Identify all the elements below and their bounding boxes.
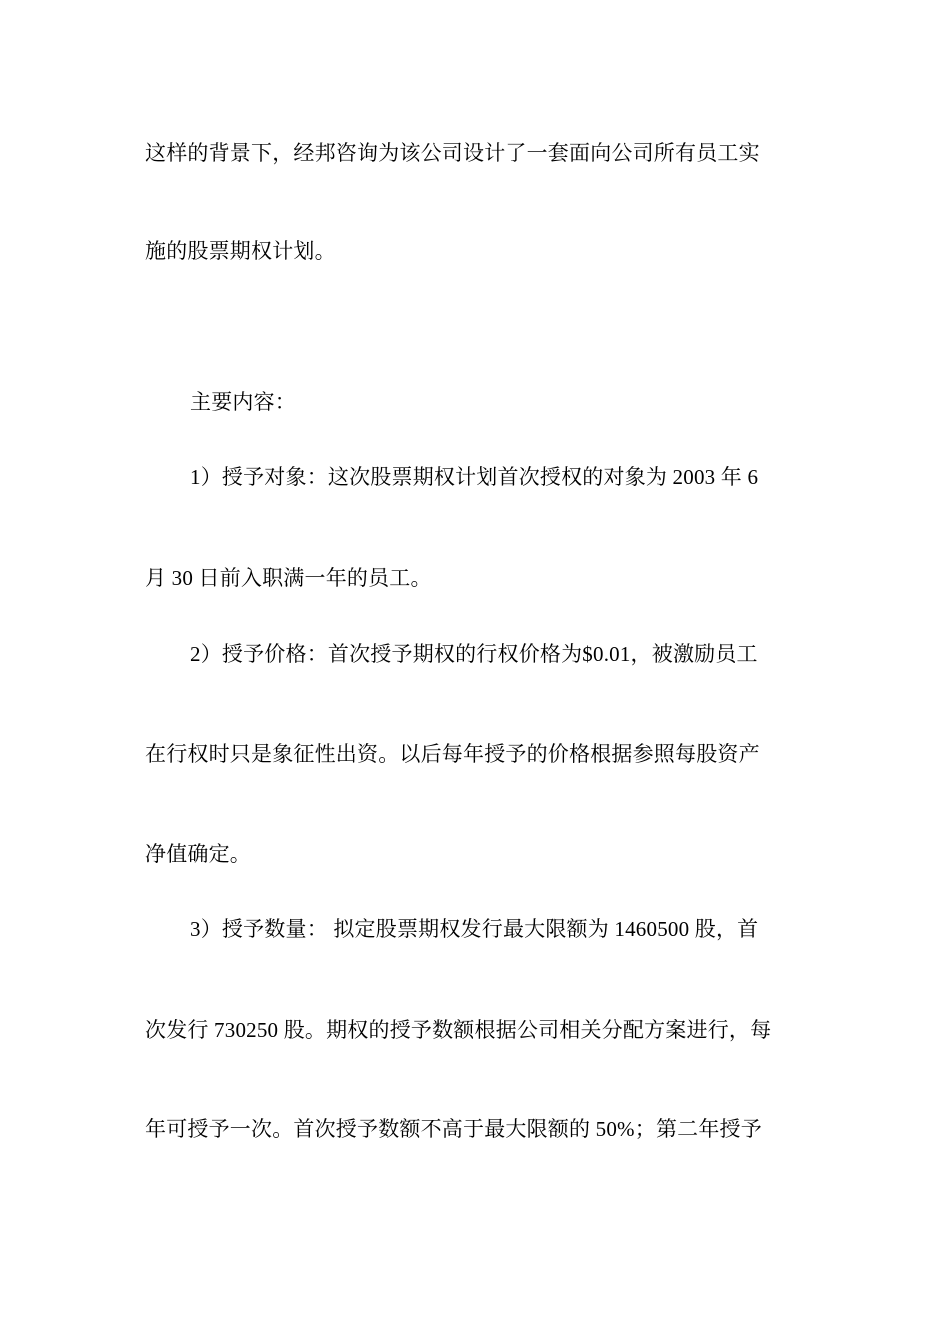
paragraph-line: 在行权时只是象征性出资。以后每年授予的价格根据参照每股资产 [145,742,760,766]
paragraph-line: 年可授予一次。首次授予数额不高于最大限额的 50%；第二年授予 [145,1117,762,1141]
paragraph-line: 1）授予对象：这次股票期权计划首次授权的对象为 2003 年 6 [190,465,759,489]
paragraph-line: 这样的背景下，经邦咨询为该公司设计了一套面向公司所有员工实 [145,141,760,165]
paragraph-line: 净值确定。 [145,842,251,866]
section-heading: 主要内容： [190,390,296,414]
paragraph-line: 次发行 730250 股。期权的授予数额根据公司相关分配方案进行，每 [145,1018,772,1042]
paragraph-line: 2）授予价格：首次授予期权的行权价格为$0.01，被激励员工 [190,642,758,666]
paragraph-line: 月 30 日前入职满一年的员工。 [145,566,432,590]
paragraph-line: 3）授予数量： 拟定股票期权发行最大限额为 1460500 股，首 [190,917,759,941]
paragraph-line: 施的股票期权计划。 [145,239,336,263]
